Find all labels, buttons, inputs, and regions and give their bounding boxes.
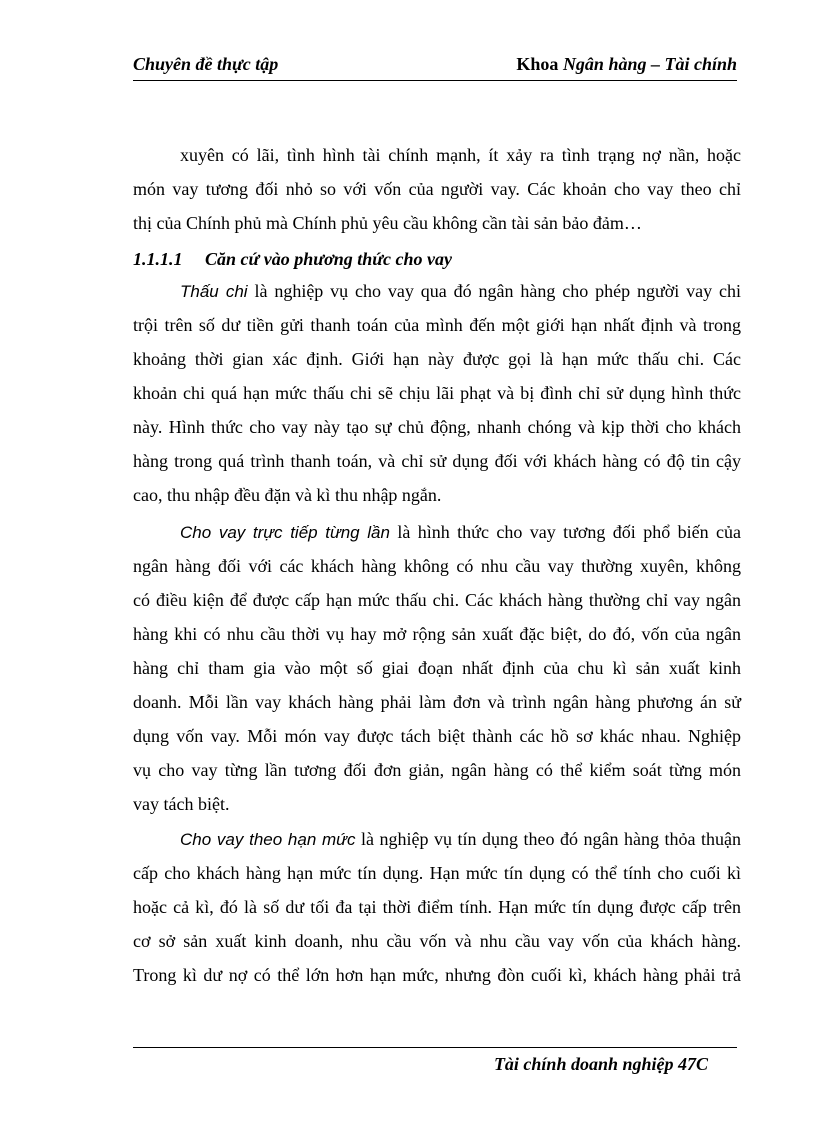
paragraph3-line-1 — [180, 515, 741, 549]
paragraph1-line-1: xuyên có lãi, tình hình tài chính mạnh, ít xảy ra tình trạng nợ nần, hoặc — [180, 145, 741, 165]
header-faculty-name: Ngân hàng – Tài chính — [562, 54, 737, 74]
paragraph3-line-4: hàng khi có nhu cầu thời vụ hay mở rộng sản xuất đặc biệt, do đó, vốn của ngân — [133, 624, 741, 644]
paragraph1-line-3: thị của Chính phủ mà Chính phủ yêu cầu không cần tài sản bảo đảm… — [133, 213, 642, 233]
paragraph3-line-9: vay tách biệt. — [133, 794, 230, 814]
paragraph2-line-7: cao, thu nhập đều đặn và kì thu nhập ngắn. — [133, 485, 442, 505]
header-document-type: Chuyên đề thực tập — [133, 54, 279, 74]
paragraph3-first-rest: là hình thức cho vay tương đối phổ biến của — [389, 522, 742, 542]
paragraph2-line-6: hàng trong quá trình thanh toán, và chỉ sử dụng đối với khách hàng có độ tin cậy — [133, 451, 741, 471]
paragraph4-line-3: hoặc cả kì, đó là số dư tối đa tại thời điểm tính. Hạn mức tín dụng được cấp trên — [133, 897, 741, 917]
term-cho-vay-truc-tiep-tung-lan: Cho vay trực tiếp từng lần — [180, 523, 390, 542]
paragraph3-line-5: hàng chỉ tham gia vào một số giai đoạn nhất định của chu kì sản xuất kinh — [133, 658, 741, 678]
header-faculty — [516, 50, 737, 78]
page-footer: Tài chính doanh nghiệp 47C — [493, 1054, 708, 1074]
paragraph4-line-5: Trong kì dư nợ có thể lớn hơn hạn mức, nhưng đòn cuối kì, khách hàng phải trả — [133, 965, 741, 985]
page-header — [133, 50, 737, 81]
paragraph3-line-6: doanh. Mỗi lần vay khách hàng phải làm đơn và trình ngân hàng phương án sử — [133, 692, 741, 712]
paragraph2-first-rest: là nghiệp vụ cho vay qua đó ngân hàng cho phép người vay chi — [247, 281, 741, 301]
paragraph2-line-4: khoản chi quá hạn mức thấu chi sẽ chịu lãi phạt và bị đình chỉ sử dụng hình thức — [133, 383, 741, 403]
section-heading-number: 1.1.1.1 — [133, 249, 183, 269]
paragraph4-line-4: cơ sở sản xuất kinh doanh, nhu cầu vốn và nhu cầu vay vốn của khách hàng. — [133, 931, 741, 951]
paragraph3-line-7: dụng vốn vay. Mỗi món vay được tách biệt thành các hồ sơ khác nhau. Nghiệp — [133, 726, 741, 746]
paragraph3-line-2: ngân hàng đối với các khách hàng không có nhu cầu vay thường xuyên, không — [133, 556, 741, 576]
footer-divider — [133, 1047, 737, 1048]
term-thau-chi: Thấu chi — [180, 282, 248, 301]
paragraph4-first-rest: là nghiệp vụ tín dụng theo đó ngân hàng thỏa thuận — [355, 829, 742, 849]
paragraph3-line-3: có điều kiện để được cấp hạn mức thấu chi. Các khách hàng thường chỉ vay ngân — [133, 590, 741, 610]
paragraph2-line-1 — [180, 274, 741, 308]
section-heading-title: Căn cứ vào phương thức cho vay — [205, 249, 453, 269]
paragraph3-line-8: vụ cho vay từng lần tương đối đơn giản, ngân hàng có thể kiểm soát từng món — [133, 760, 741, 780]
term-cho-vay-theo-han-muc: Cho vay theo hạn mức — [180, 830, 356, 849]
paragraph4-line-1 — [180, 822, 741, 856]
paragraph4-line-2: cấp cho khách hàng hạn mức tín dụng. Hạn mức tín dụng có thể tính cho cuối kì — [133, 863, 741, 883]
section-heading — [133, 244, 452, 274]
paragraph2-line-5: này. Hình thức cho vay này tạo sự chủ động, nhanh chóng và kịp thời cho khách — [133, 417, 741, 437]
header-faculty-prefix: Khoa — [516, 54, 563, 74]
paragraph2-line-2: trội trên số dư tiền gửi thanh toán của mình đến một giới hạn nhất định và trong — [133, 315, 741, 335]
paragraph2-line-3: khoảng thời gian xác định. Giới hạn này được gọi là hạn mức thấu chi. Các — [133, 349, 741, 369]
paragraph1-line-2: món vay tương đối nhỏ so với vốn của người vay. Các khoản cho vay theo chỉ — [133, 179, 741, 199]
